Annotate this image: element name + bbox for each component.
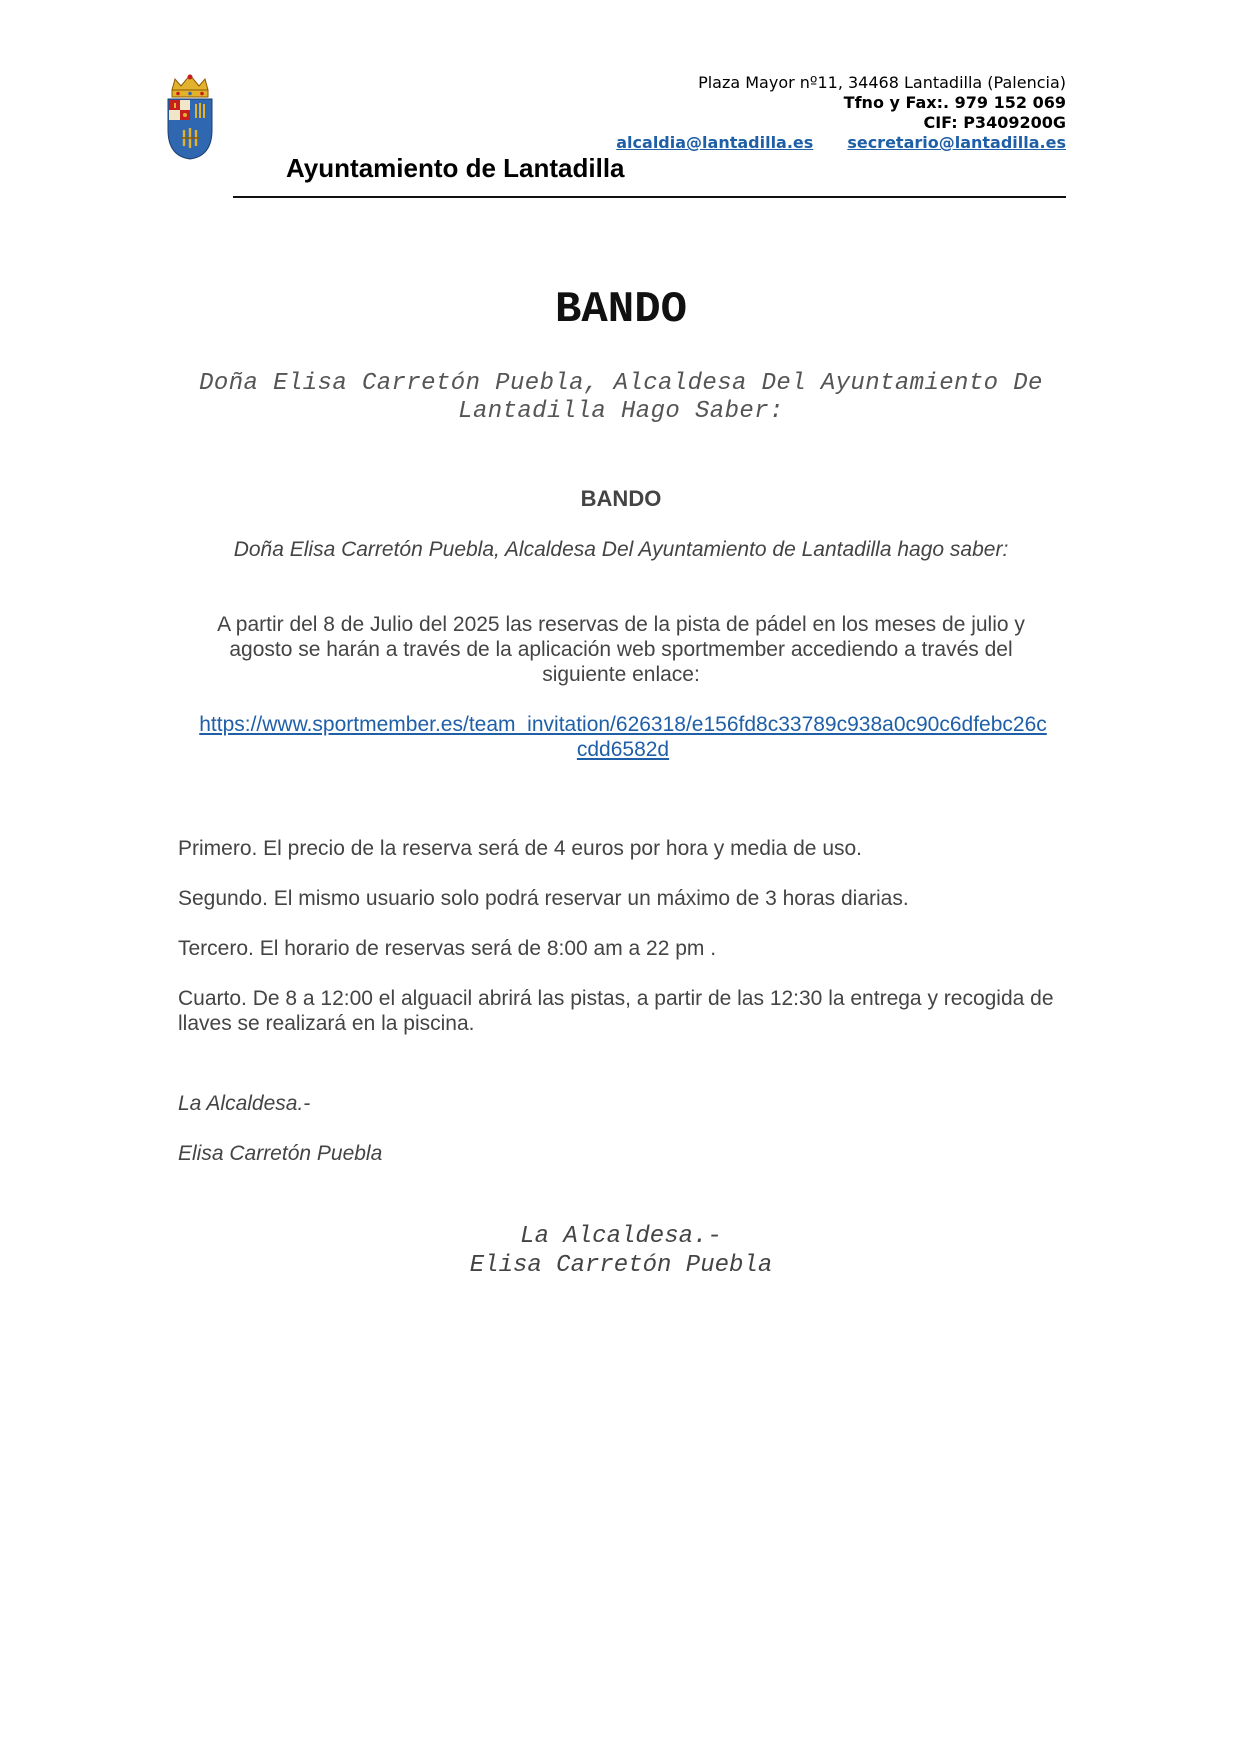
phone-fax-line: Tfno y Fax:. 979 152 069 <box>843 93 1066 112</box>
document-title: BANDO <box>554 285 688 335</box>
intro-sans: Doña Elisa Carretón Puebla, Alcaldesa Del Ayuntamiento de Lantadilla hago saber: <box>233 538 1009 561</box>
announcement-text: A partir del 8 de Julio del 2025 las reservas de la pista de pádel en los meses de julio y agosto se harán a través de la aplicación web sportmember accediendo a través del siguiente enlace: <box>217 613 1025 686</box>
signature-mono-name: Elisa Carretón Puebla <box>469 1252 773 1279</box>
cif-line: CIF: P3409200G <box>923 113 1066 132</box>
org-name: Ayuntamiento de Lantadilla <box>286 153 625 183</box>
item-cuarto: Cuarto. De 8 a 12:00 el alguacil abrirá las pistas, a partir de las 12:30 la entrega y recogida de llaves se realizará en la piscina. <box>178 987 1054 1035</box>
signature-mono-role: La Alcaldesa.- <box>520 1223 722 1250</box>
intro-mono: Doña Elisa Carretón Puebla, Alcaldesa Del Ayuntamiento De Lantadilla Hago Saber: <box>199 370 1043 425</box>
signature-role: La Alcaldesa.- <box>178 1092 311 1115</box>
item-segundo: Segundo. El mismo usuario solo podrá reservar un máximo de 3 horas diarias. <box>178 887 909 910</box>
header-divider <box>233 196 1066 198</box>
email-secretario-link[interactable]: secretario@lantadilla.es <box>847 133 1066 152</box>
email-links <box>616 133 1066 153</box>
document-title-secondary: BANDO <box>580 486 662 511</box>
coat-of-arms-icon <box>166 74 214 160</box>
contact-block <box>616 73 1066 153</box>
booking-link-block <box>178 712 1068 762</box>
email-alcaldia-link[interactable]: alcaldia@lantadilla.es <box>616 133 814 152</box>
item-tercero: Tercero. El horario de reservas será de 8:00 am a 22 pm . <box>178 937 717 960</box>
item-primero: Primero. El precio de la reserva será de 4 euros por hora y media de uso. <box>178 837 863 860</box>
booking-link-line2[interactable]: cdd6582d <box>576 738 670 761</box>
address-line: Plaza Mayor nº11, 34468 Lantadilla (Palencia) <box>698 73 1066 92</box>
booking-link-line1[interactable]: https://www.sportmember.es/team_invitation/626318/e156fd8c33789c938a0c90c6dfebc26c <box>199 713 1047 736</box>
signature-name: Elisa Carretón Puebla <box>178 1142 383 1165</box>
